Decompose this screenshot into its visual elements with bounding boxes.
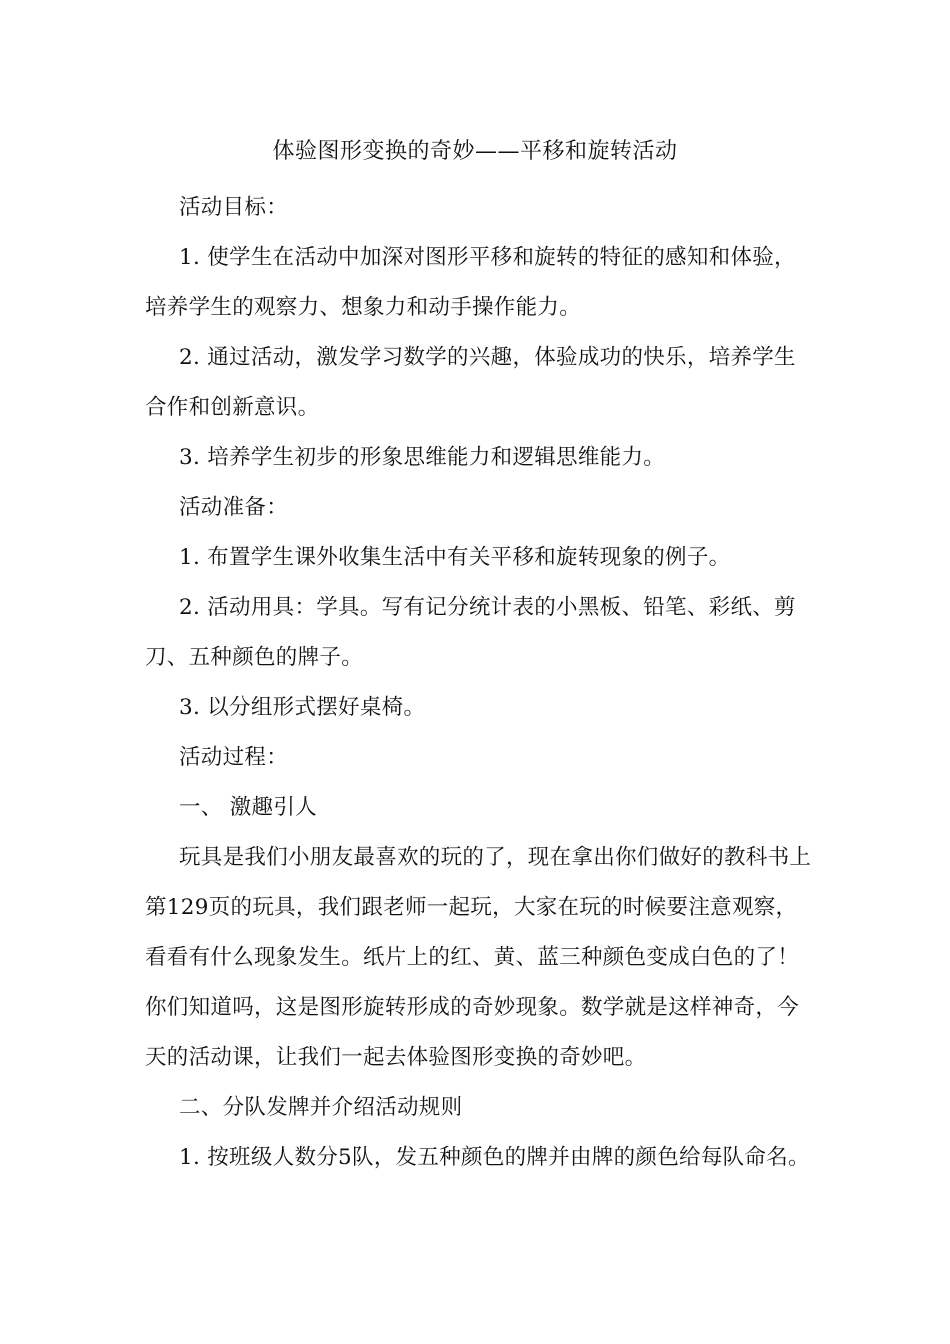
preparation-item-1: 1. 布置学生课外收集生活中有关平移和旋转现象的例子。 bbox=[179, 545, 731, 570]
section-heading-2: 二、分队发牌并介绍活动规则 bbox=[179, 1095, 463, 1120]
preparation-item-2: 2. 活动用具：学具。写有记分统计表的小黑板、铅笔、彩纸、剪刀、五种颜色的牌子。 bbox=[145, 595, 796, 670]
preparation-item-3: 3. 以分组形式摆好桌椅。 bbox=[179, 695, 426, 720]
intro-paragraph: 玩具是我们小朋友最喜欢的玩的了，现在拿出你们做好的教科书上第129页的玩具，我们跟老师一起玩，大家在玩的时候要注意观察，看看有什么现象发生。纸片上的红、黄、蓝三种颜色变成白色的了！你们知道吗，这是图形旋转形成的奇妙现象。数学就是这样神奇，今天的活动课，让我们一起去体验图形变换的奇妙吧。 bbox=[145, 845, 812, 1070]
document-title: 体验图形变换的奇妙——平移和旋转活动 bbox=[272, 139, 678, 164]
goal-item-2: 2. 通过活动，激发学习数学的兴趣，体验成功的快乐，培养学生合作和创新意识。 bbox=[145, 345, 796, 420]
heading-activity-preparation: 活动准备： bbox=[179, 495, 289, 520]
heading-activity-goals: 活动目标： bbox=[179, 195, 289, 220]
document-body bbox=[145, 183, 815, 1183]
goal-item-1: 1. 使学生在活动中加深对图形平移和旋转的特征的感知和体验，培养学生的观察力、想象力和动手操作能力。 bbox=[145, 245, 796, 320]
section-heading-1: 一、 激趣引人 bbox=[179, 795, 317, 820]
rule-item-1: 1. 按班级人数分5队，发五种颜色的牌并由牌的颜色给每队命名。 bbox=[179, 1145, 810, 1170]
goal-item-3: 3. 培养学生初步的形象思维能力和逻辑思维能力。 bbox=[179, 445, 666, 470]
heading-activity-process: 活动过程： bbox=[179, 745, 289, 770]
